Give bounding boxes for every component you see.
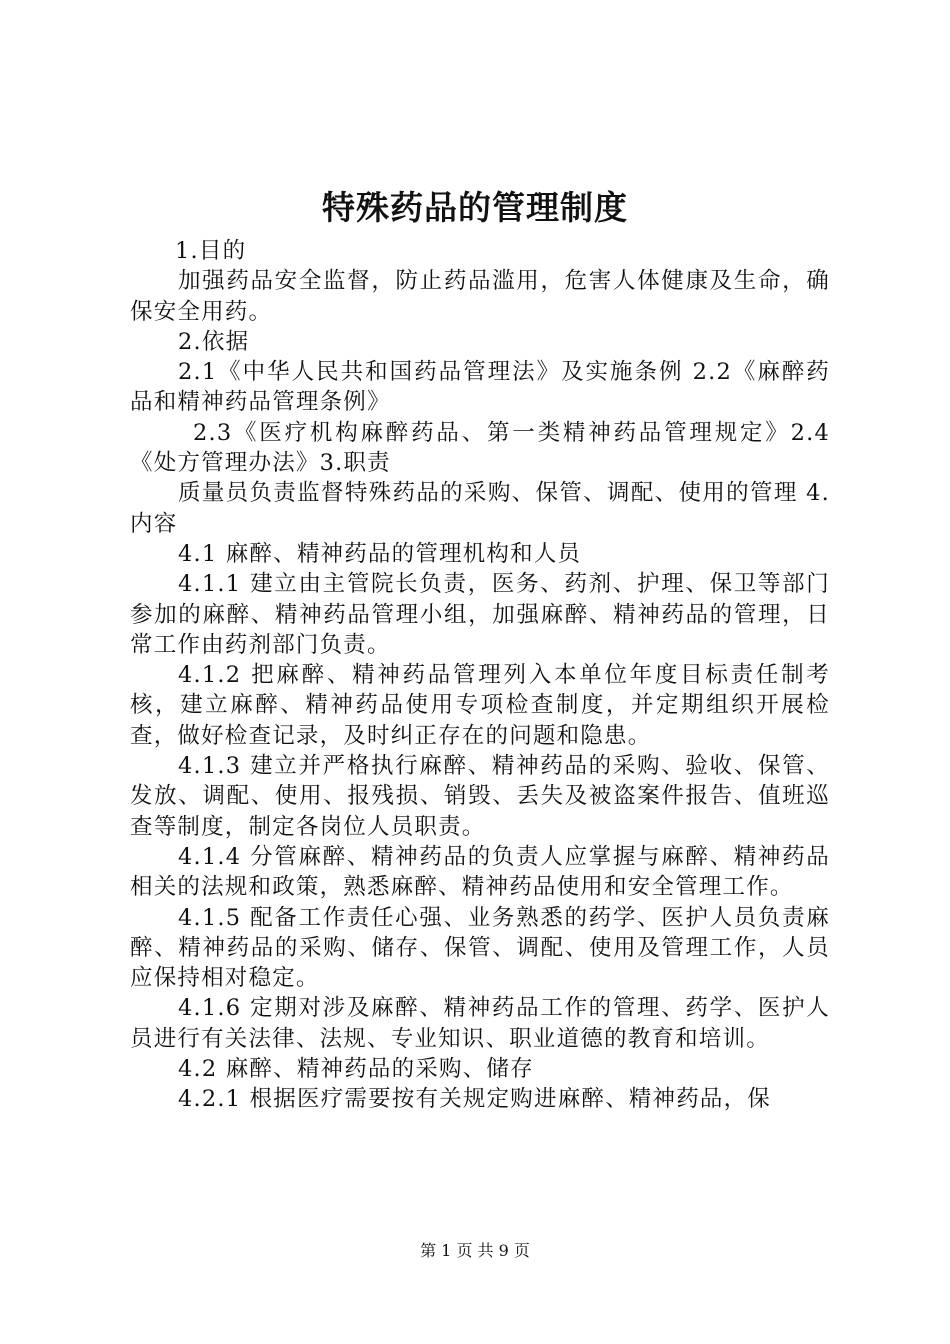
paragraph-4-2-1: 4.2.1 根据医疗需要按有关规定购进麻醉、精神药品，保 [178,1086,772,1113]
paragraph-4-1-1: 4.1.1 建立由主管院长负责，医务、药剂、护理、保卫等部门参加的麻醉、精神药品管理小组，加强麻醉、精神药品的管理，日常工作由药剂部门负责。 [130,571,830,658]
paragraph-4-1-5: 4.1.5 配备工作责任心强、业务熟悉的药学、医护人员负责麻醉、精神药品的采购、储存、保管、调配、使用及管理工作，人员应保持相对稳定。 [130,904,830,992]
document-body [130,236,830,1115]
paragraph-4-1-4: 4.1.4 分管麻醉、精神药品的负责人应掌握与麻醉、精神药品相关的法规和政策，熟悉麻醉、精神药品使用和安全管理工作。 [130,843,830,901]
section-heading-basis: 2.依据 [178,328,250,355]
document-title: 特殊药品的管理制度 [322,188,628,227]
paragraph-4-1-2: 4.1.2 把麻醉、精神药品管理列入本单位年度目标责任制考核，建立麻醉、精神药品使用专项检查制度，并定期组织开展检查，做好检查记录，及时纠正存在的问题和隐患。 [130,662,830,749]
paragraph-purpose: 加强药品安全监督，防止药品滥用，危害人体健康及生命，确保安全用药。 [130,268,830,325]
paragraph-4-1-6: 4.1.6 定期对涉及麻醉、精神药品工作的管理、药学、医护人员进行有关法律、法规、专业知识、职业道德的教育和培训。 [130,995,830,1052]
paragraph-4-1-3: 4.1.3 建立并严格执行麻醉、精神药品的采购、验收、保管、发放、调配、使用、报残损、销毁、丢失及被盗案件报告、值班巡查等制度，制定各岗位人员职责。 [130,753,830,840]
section-heading-purpose: 1.目的 [175,238,247,264]
paragraph-basis-2: 2.3《医疗机构麻醉药品、第一类精神药品管理规定》2.4《处方管理办法》3.职责 [130,419,830,477]
section-heading-4-1: 4.1 麻醉、精神药品的管理机构和人员 [178,540,582,567]
page-footer: 第 1 页 共 9 页 [420,1241,530,1260]
paragraph-basis-1: 2.1《中华人民共和国药品管理法》及实施条例 2.2《麻醉药品和精神药品管理条例》 [130,359,830,416]
section-heading-4-2: 4.2 麻醉、精神药品的采购、储存 [178,1056,534,1083]
paragraph-responsibility: 质量员负责监督特殊药品的采购、保管、调配、使用的管理 4.内容 [130,480,830,537]
